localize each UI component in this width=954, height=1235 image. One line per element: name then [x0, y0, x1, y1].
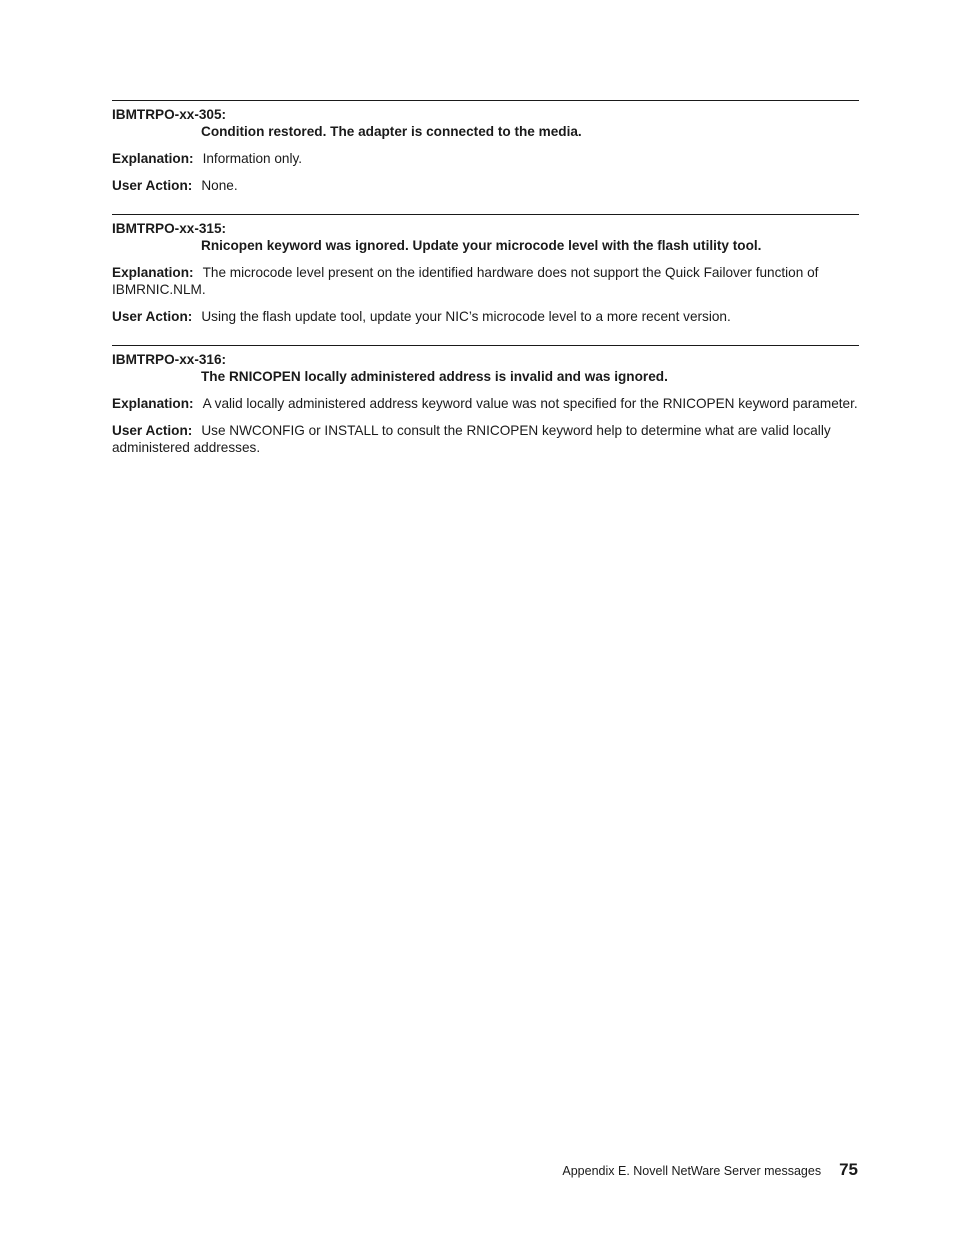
explanation-label: Explanation:	[112, 396, 194, 411]
user-action-paragraph	[112, 422, 859, 456]
page-footer	[562, 1160, 858, 1180]
document-body	[112, 100, 859, 476]
explanation-text: Information only.	[202, 151, 303, 166]
user-action-label: User Action:	[112, 178, 193, 193]
message-entry	[112, 100, 859, 194]
message-title: The RNICOPEN locally administered address is invalid and was ignored.	[201, 369, 668, 384]
explanation-text: The microcode level present on the identified hardware does not support the Quick Failover function of IBMRNIC.NLM.	[112, 265, 819, 297]
explanation-paragraph	[112, 150, 859, 167]
explanation-label: Explanation:	[112, 151, 194, 166]
message-id: IBMTRPO-xx-315:	[112, 221, 227, 236]
user-action-label: User Action:	[112, 309, 193, 324]
message-title: Condition restored. The adapter is connected to the media.	[201, 124, 582, 139]
message-entry	[112, 345, 859, 456]
user-action-paragraph	[112, 177, 859, 194]
message-title: Rnicopen keyword was ignored. Update your microcode level with the flash utility tool.	[201, 238, 762, 253]
user-action-text: None.	[201, 178, 238, 193]
message-id: IBMTRPO-xx-305:	[112, 107, 227, 122]
user-action-text: Use NWCONFIG or INSTALL to consult the RNICOPEN keyword help to determine what are valid locally administered addresses.	[112, 423, 831, 455]
footer-text: Appendix E. Novell NetWare Server messages	[562, 1164, 822, 1178]
page-number: 75	[839, 1160, 858, 1179]
user-action-label: User Action:	[112, 423, 193, 438]
explanation-label: Explanation:	[112, 265, 194, 280]
user-action-paragraph	[112, 308, 859, 325]
message-id: IBMTRPO-xx-316:	[112, 352, 227, 367]
message-entry	[112, 214, 859, 325]
explanation-paragraph	[112, 395, 859, 412]
explanation-paragraph	[112, 264, 859, 298]
user-action-text: Using the flash update tool, update your NIC’s microcode level to a more recent version.	[201, 309, 731, 324]
explanation-text: A valid locally administered address keyword value was not specified for the RNICOPEN keyword parameter.	[202, 396, 858, 411]
